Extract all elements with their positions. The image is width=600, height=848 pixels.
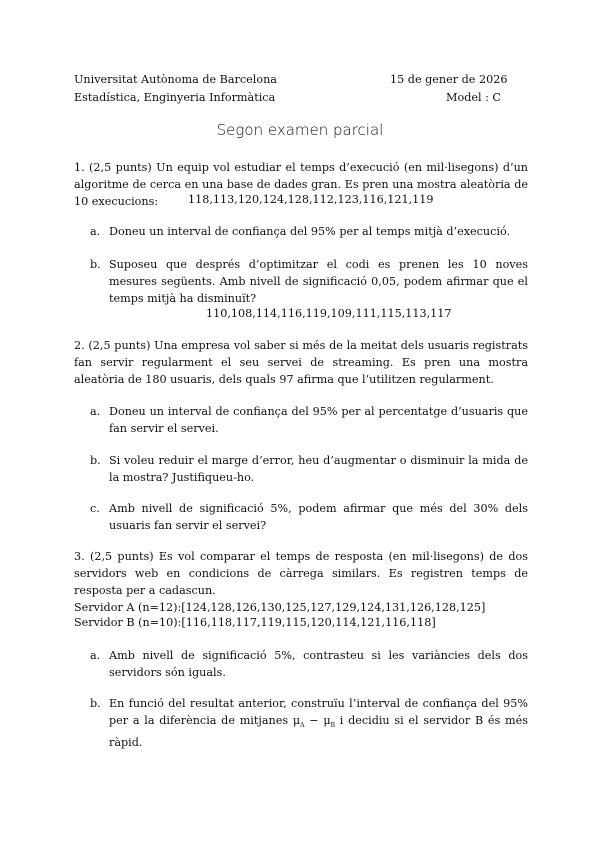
- mu-b-subscript: B: [330, 722, 336, 730]
- item-text-part-1: En funció del resultat anterior, construïu l’interval de confiança del 95% per a la diferència de mitjanes: [109, 697, 528, 727]
- item-label: a.: [90, 405, 101, 418]
- item-label: b.: [90, 454, 101, 467]
- item-label: b.: [90, 697, 101, 710]
- item-text: Amb nivell de significació 5%, podem afirmar que més del 30% dels usuaris fan servir el servei?: [109, 502, 528, 532]
- minus-sign: −: [304, 714, 324, 727]
- page-title: Segon examen parcial: [216, 121, 384, 139]
- item-label: a.: [90, 225, 101, 238]
- university-name: Universitat Autònoma de Barcelona: [74, 73, 277, 86]
- item-text: Doneu un interval de confiança del 95% per al temps mitjà d’execució.: [109, 225, 511, 238]
- item-text: Si voleu reduir el marge d’error, heu d’augmentar o disminuir la mida de la mostra? Justifiqueu-ho.: [109, 454, 528, 484]
- item-text: [109, 695, 528, 751]
- course-name: Estadística, Enginyeria Informàtica: [74, 91, 276, 104]
- item-label: a.: [90, 649, 101, 662]
- item-text: Amb nivell de significació 5%, contrasteu si les variàncies dels dos servidors són iguals.: [109, 649, 528, 679]
- item-text: Doneu un interval de confiança del 95% per al percentatge d’usuaris que fan servir el servei.: [109, 405, 528, 435]
- question-1-text: 1. (2,5 punts) Un equip vol estudiar el temps d’execució (en mil·lisegons) d’un algoritme de cerca en una base de dades gran. Es pren una mostra aleatòria de 10 execucions:: [74, 161, 528, 208]
- exam-date: 15 de gener de 2026: [390, 73, 508, 86]
- mu-a-symbol: μ: [292, 714, 301, 727]
- item-label: c.: [90, 502, 100, 515]
- item-text: Suposeu que després d’optimitzar el codi es prenen les 10 noves mesures següents. Amb nivell de significació 0,05, podem afirmar que el temps mitjà ha disminuït?: [109, 258, 528, 305]
- question-1b-data: 110,108,114,116,119,109,111,115,113,117: [206, 307, 452, 320]
- server-a-data: Servidor A (n=12):[124,128,126,130,125,127,129,124,131,126,128,125]: [74, 601, 486, 614]
- item-label: b.: [90, 258, 101, 271]
- question-1-data: 118,113,120,124,128,112,123,116,121,119: [188, 193, 434, 206]
- exam-model: Model : C: [446, 91, 501, 104]
- item-text-part-2: i decidiu si el servidor B és més ràpid.: [109, 714, 528, 750]
- question-2-text: 2. (2,5 punts) Una empresa vol saber si més de la meitat dels usuaris registrats fan servir regularment el seu servei de streaming. Es pren una mostra aleatòria de 180 usuaris, dels quals 97 afirma que l’utilitzen regularment.: [74, 339, 528, 386]
- server-b-data: Servidor B (n=10):[116,118,117,119,115,120,114,121,116,118]: [74, 616, 436, 629]
- question-3-text: 3. (2,5 punts) Es vol comparar el temps de resposta (en mil·lisegons) de dos servidors web en condicions de càrrega similars. Es registren temps de resposta per a cadascun.: [74, 550, 528, 597]
- mu-b-symbol: μ: [323, 714, 331, 727]
- mu-a-subscript: A: [300, 722, 305, 730]
